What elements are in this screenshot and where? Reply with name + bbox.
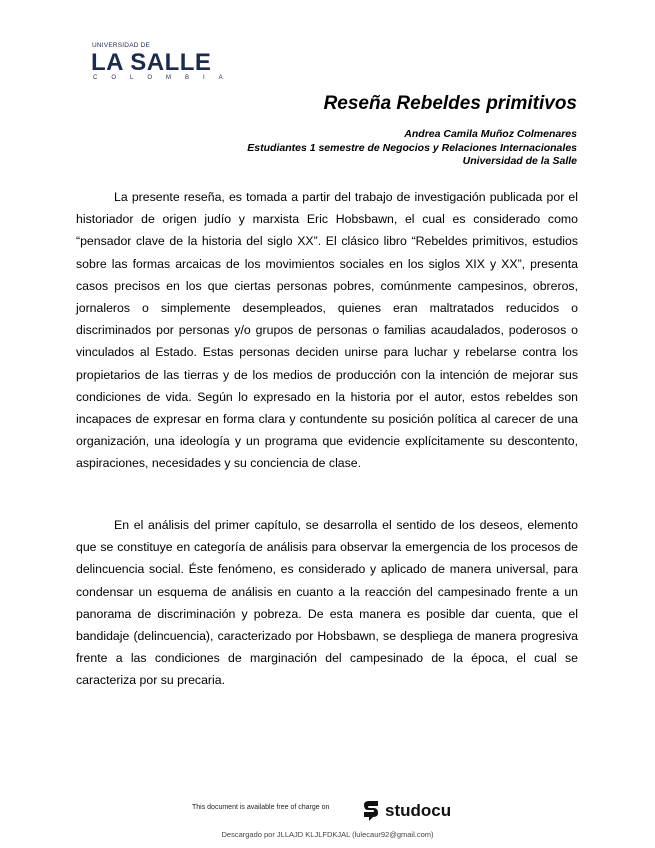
logo-bottom-line: COLOMBIA [93, 75, 237, 81]
university-logo [91, 42, 237, 82]
document-title: Reseña Rebeldes primitivos [323, 93, 577, 114]
logo-main-text: LA SALLE [91, 49, 212, 76]
author-name: Andrea Camila Muñoz Colmenares [404, 128, 577, 140]
logo-top-line: UNIVERSIDAD DE [92, 42, 151, 49]
paragraph-1 [76, 186, 578, 475]
paragraph-2-text: En el análisis del primer capítulo, se desarrolla el sentido de los deseos, elemento que se constituye en categoría de análisis para observar la emergencia de los procesos de delincuencia social. Éste fenómeno, es considerado y aplicado de manera universal, para condensar un esquema de análisis en cuanto a la reacción del campesinado frente a un panorama de discriminación y pobreza. De esta manera es posible dar cuenta, que el bandidaje (delincuencia), caracterizado por Hobsbawn, se despliega de manera progresiva frente a las condiciones de marginación del campesinado de la época, el cual se caracteriza por su precaria. [76, 518, 578, 688]
download-notice: Descargado por JLLAJD KLJLFDKJAL (lulecaur92@gmail.com) [221, 830, 434, 839]
author-block [247, 128, 577, 169]
studocu-logo-icon [360, 800, 382, 822]
studocu-name: studocu [385, 801, 452, 820]
footer-notice: This document is available free of charge on [192, 804, 330, 811]
paragraph-1-text: La presente reseña, es tomada a partir del trabajo de investigación publicada por el historiador de origen judío y marxista Eric Hobsbawn, el cual es considerado como “pensador clave de la historia del siglo XX”. El clásico libro “Rebeldes primitivos, estudios sobre las formas arcaicas de los movimientos sociales en los siglos XIX y XX”, presenta casos precisos en los que ciertas personas pobres, comúnmente campesinos, obreros, jornaleros o simplemente desempleados, quienes eran maltratados reducidos o discriminados por personas y/o grupos de personas o familias acaudalados, poderosos o vinculados al Estado. Estas personas deciden unirse para luchar y rebelarse contra los propietarios de las tierras y de los medios de producción con la intención de mejorar sus condiciones de vida. Según lo expresado en la historia por el autor, estos rebeldes son incapaces de expresar en forma clara y contundente su posición política al carecer de una organización, una ideología y un programa que evidencie explícitamente su descontento, aspiraciones, necesidades y su conciencia de clase. [76, 190, 578, 471]
author-role: Estudiantes 1 semestre de Negocios y Relaciones Internacionales [247, 141, 577, 154]
paragraph-2 [76, 514, 578, 692]
author-institution: Universidad de la Salle [462, 155, 577, 167]
studocu-brand[interactable] [360, 800, 451, 822]
